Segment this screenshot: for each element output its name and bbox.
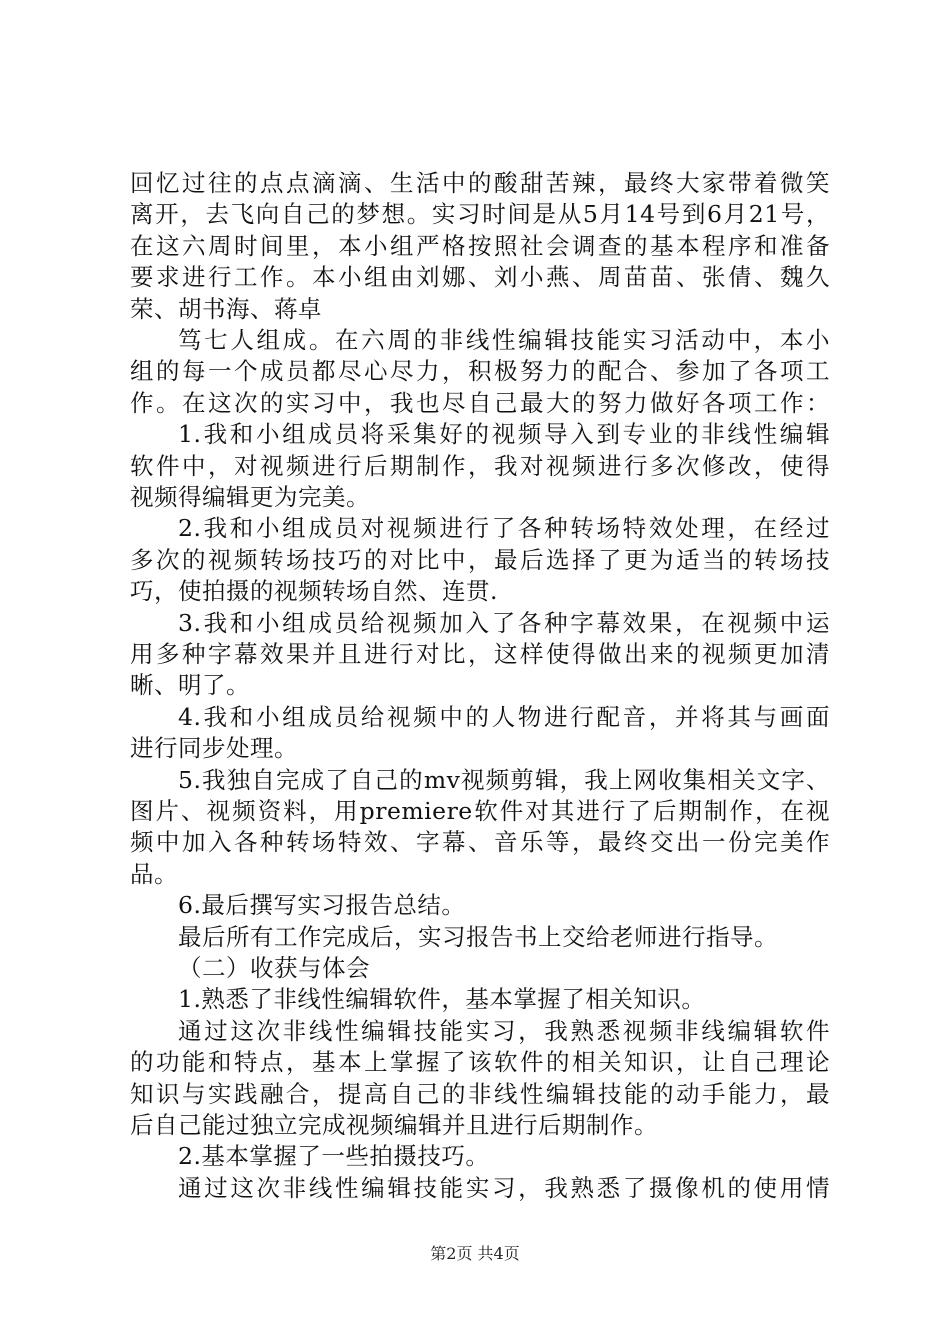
text-line: 荣、胡书海、蒋卓 <box>130 294 322 323</box>
text-line: 4.我和小组成员给视频中的人物进行配音，并将其与画面 <box>178 702 830 731</box>
text-line: 视频得编辑更为完美。 <box>130 483 370 511</box>
text-line: 多次的视频转场技巧的对比中，最后选择了更为适当的转场技 <box>130 545 830 574</box>
text-line: 2.基本掌握了一些拍摄技巧。 <box>178 1142 490 1171</box>
text-line: 知识与实践融合，提高自己的非线性编辑技能的动手能力，最 <box>130 1079 830 1108</box>
text-line: 品。 <box>130 859 178 888</box>
text-line: 2.我和小组成员对视频进行了各种转场特效处理，在经过 <box>178 514 830 543</box>
text-line: 6.最后撰写实习报告总结。 <box>178 891 466 920</box>
text-line: 通过这次非线性编辑技能实习，我熟悉视频非线编辑软件 <box>178 1016 830 1045</box>
text-line: 用多种字幕效果并且进行对比，这样使得做出来的视频更加清 <box>130 640 830 668</box>
text-line: 1.熟悉了非线性编辑软件，基本掌握了相关知识。 <box>178 985 706 1014</box>
text-line: 在这六周时间里，本小组严格按照社会调查的基本程序和准备 <box>130 231 830 260</box>
text-line: 组的每一个成员都尽心尽力，积极努力的配合、参加了各项工 <box>130 357 830 386</box>
text-line: 巧，使拍摄的视频转场自然、连贯. <box>130 577 498 606</box>
text-line: 进行同步处理。 <box>130 734 298 763</box>
text-line: 软件中，对视频进行后期制作，我对视频进行多次修改，使得 <box>130 451 830 480</box>
text-line: 笃七人组成。在六周的非线性编辑技能实习活动中，本小 <box>178 326 830 354</box>
text-line: 最后所有工作完成后，实习报告书上交给老师进行指导。 <box>178 922 778 951</box>
text-line: 1.我和小组成员将采集好的视频导入到专业的非线性编辑 <box>178 420 830 449</box>
page-number: 第2页 共4页 <box>430 1244 520 1263</box>
text-line: 晰、明了。 <box>130 671 250 700</box>
text-line: 要求进行工作。本小组由刘娜、刘小燕、周苗苗、张倩、魏久 <box>130 263 830 292</box>
text-line: 作。在这次的实习中，我也尽自己最大的努力做好各项工作： <box>130 388 830 417</box>
text-line: 回忆过往的点点滴滴、生活中的酸甜苦辣，最终大家带着微笑 <box>130 169 830 197</box>
text-line: 5.我独自完成了自己的mv视频剪辑，我上网收集相关文字、 <box>178 765 830 794</box>
text-line: 图片、视频资料，用premiere软件对其进行了后期制作，在视 <box>130 797 830 825</box>
text-line: 后自己能过独立完成视频编辑并且进行后期制作。 <box>130 1111 658 1139</box>
section-heading: （二）收获与体会 <box>178 954 370 982</box>
text-line: 离开，去飞向自己的梦想。实习时间是从5月14号到6月21号， <box>130 200 830 229</box>
text-line: 3.我和小组成员给视频加入了各种字幕效果，在视频中运 <box>178 608 830 637</box>
text-line: 通过这次非线性编辑技能实习，我熟悉了摄像机的使用情 <box>178 1173 830 1202</box>
text-line: 频中加入各种转场特效、字幕、音乐等，最终交出一份完美作 <box>130 828 830 857</box>
text-line: 的功能和特点，基本上掌握了该软件的相关知识，让自己理论 <box>130 1048 830 1077</box>
